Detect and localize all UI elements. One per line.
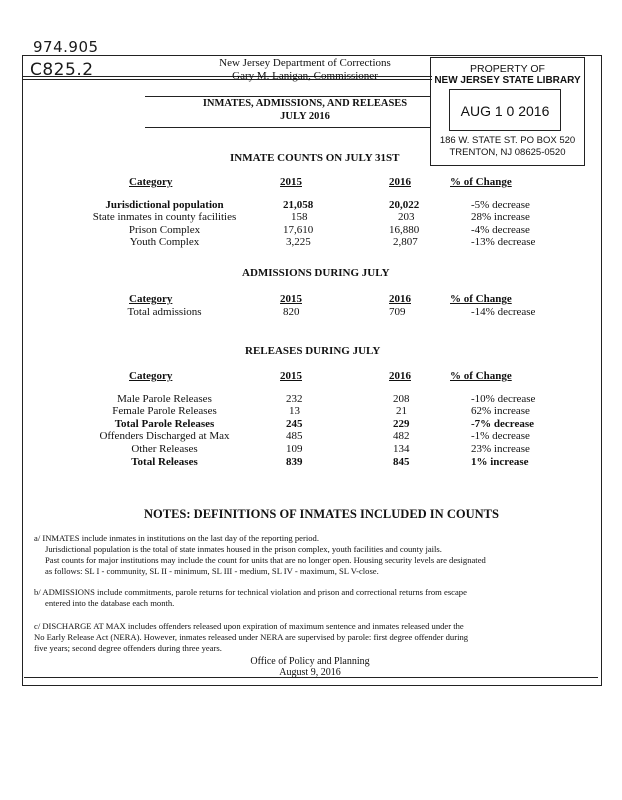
table-row: Total admissions 820 709 -14% decrease	[127, 305, 536, 318]
table-row: Prison Complex 17,610 16,880 -4% decrease	[128, 223, 530, 236]
table-header-row	[76, 293, 546, 306]
handwritten-call-number-2: C825.2	[30, 60, 94, 80]
column-2015: 2015	[280, 293, 302, 305]
footer-date: August 9, 2016	[279, 667, 341, 678]
inmate-counts-table	[76, 176, 546, 249]
commissioner-name: Gary M. Lanigan, Commissioner	[232, 70, 378, 82]
column-category: Category	[129, 370, 173, 382]
note-c: c/ DISCHARGE AT MAX includes offenders released upon expiration of maximum sentence and inmates released under the No Early Release Act (NERA). However, inmates released under NERA are supervised by parole: first degree offender during five years; second degree offenders during three years.	[34, 621, 469, 653]
column-category: Category	[129, 293, 173, 305]
table-row: Jurisdictional population 21,058 20,022 -5% decrease	[105, 198, 530, 211]
releases-table	[76, 370, 546, 468]
column-change: % of Change	[450, 176, 512, 188]
notes-heading: NOTES: DEFINITIONS OF INMATES INCLUDED IN COUNTS	[144, 507, 499, 521]
column-2016: 2016	[389, 370, 411, 382]
report-month: JULY 2016	[280, 111, 330, 122]
footer-office: Office of Policy and Planning	[250, 656, 370, 667]
table-row: Female Parole Releases 13 21 62% increase	[112, 405, 530, 418]
note-a: a/ INMATES include inmates in institutions on the last day of the reporting period. Jurisdictional population is the total of state inmates housed in the prison complex, youth facilities and county jails. Past counts for major institutions may include the count for units that are no longer open. Housing security levels are designated as follows: SL I - community, SL II - minimum, SL III - medium, SL IV - maximum, SL V-close.	[34, 533, 486, 576]
table-row: Other Releases 109 134 23% increase	[131, 442, 530, 455]
stamp-library-name: NEW JERSEY STATE LIBRARY	[434, 75, 581, 86]
column-2015: 2015	[280, 176, 302, 188]
column-category: Category	[129, 176, 173, 188]
library-stamp	[430, 57, 585, 166]
title-rule-bottom	[145, 127, 430, 128]
stamp-property-of: PROPERTY OF	[470, 63, 545, 75]
table-row: Total Parole Releases 245 229 -7% decrease	[114, 417, 535, 430]
admissions-heading: ADMISSIONS DURING JULY	[242, 267, 390, 279]
stamp-address-2: TRENTON, NJ 08625-0520	[449, 147, 566, 158]
column-2016: 2016	[389, 293, 411, 305]
stamp-address-1: 186 W. STATE ST. PO BOX 520	[439, 135, 576, 146]
stamp-date-box	[449, 89, 561, 131]
table-header-row	[76, 176, 546, 189]
admissions-table	[76, 293, 546, 318]
handwritten-call-number-1: 974.905	[33, 38, 99, 56]
table-header-row	[76, 370, 546, 383]
department-name: New Jersey Department of Corrections	[219, 57, 391, 69]
column-2015: 2015	[280, 370, 302, 382]
table-row: Total Releases 839 845 1% increase	[131, 455, 529, 468]
title-rule-top	[145, 96, 430, 97]
table-row: Youth Complex 3,225 2,807 -13% decrease	[129, 236, 536, 249]
table-row: State inmates in county facilities 158 203 28% increase	[92, 211, 530, 224]
note-b: b/ ADMISSIONS include commitments, parole returns for technical violation and prison and correctional returns from escape entered into the database each month.	[34, 587, 467, 608]
column-2016: 2016	[389, 176, 411, 188]
table-row: Male Parole Releases 232 208 -10% decrease	[117, 392, 536, 405]
column-change: % of Change	[450, 370, 512, 382]
releases-heading: RELEASES DURING JULY	[245, 345, 381, 357]
table-row: Offenders Discharged at Max 485 482 -1% decrease	[99, 430, 530, 443]
column-change: % of Change	[450, 293, 512, 305]
inmate-counts-heading: INMATE COUNTS ON JULY 31ST	[230, 152, 400, 164]
report-title: INMATES, ADMISSIONS, AND RELEASES	[202, 98, 408, 109]
stamp-received-date: AUG 1 0 2016	[460, 103, 550, 119]
